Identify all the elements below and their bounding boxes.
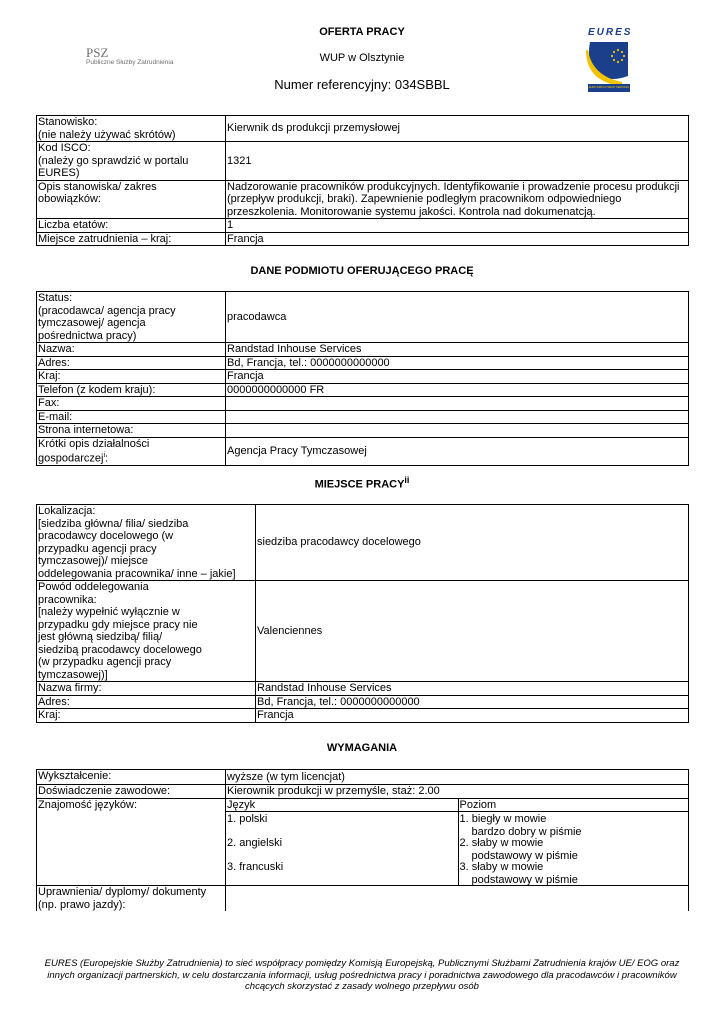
- employer-address-value: Bd, Francja, tel.: 0000000000000: [226, 356, 689, 370]
- employer-website-value: [226, 424, 689, 438]
- table-row: [37, 505, 689, 581]
- table-row: [37, 370, 689, 384]
- psz-logo-abbr: PSZ: [86, 45, 109, 60]
- table-row: [37, 116, 689, 142]
- job-description-value: Nadzorowanie pracowników produkcyjnych. Identyfikowanie i prowadzenie procesu produkcji (przepływ produkcji, braki). Zapewnienie podległym pracownikom odpowiedniego przeszkolenia. Monitorowanie systemu jakości. Kontrola nad dokumenatcją.: [226, 180, 689, 219]
- table-row: [37, 356, 689, 370]
- table-row: [37, 682, 689, 696]
- company-address-label: Adres:: [37, 695, 256, 709]
- languages-list: [226, 812, 458, 886]
- level-3: 3. słaby w mowie podstawowy w piśmie: [459, 861, 578, 885]
- table-row: [37, 232, 689, 246]
- delegation-reason-value: Valenciennes: [256, 581, 689, 682]
- table-row: [37, 437, 689, 466]
- employer-activity-value: Agencja Pracy Tymczasowej: [226, 437, 689, 466]
- levels-list: [458, 812, 689, 886]
- employer-phone-label: Telefon (z kodem kraju):: [37, 383, 226, 397]
- table-row: [37, 142, 689, 181]
- languages-label: Znajomość języków:: [37, 798, 226, 886]
- position-title-value: Kierwnik ds produkcji przemysłowej: [226, 116, 689, 142]
- page-title: OFERTA PRACY: [319, 26, 405, 38]
- employer-status-value: pracodawca: [226, 292, 689, 343]
- company-name-value: Randstad Inhouse Services: [256, 682, 689, 696]
- employer-email-label: E-mail:: [37, 410, 226, 424]
- position-title-label: Stanowisko: (nie należy używać skrótów): [37, 116, 226, 142]
- table-row: [37, 219, 689, 233]
- employer-section-title: DANE PODMIOTU OFERUJĄCEGO PRACĘ: [250, 265, 474, 277]
- reference-number: Numer referencyjny: 034SBBL: [274, 77, 450, 92]
- licenses-value: [226, 886, 689, 912]
- education-value: wyższe (w tym licencjat): [226, 770, 689, 785]
- table-row: [37, 292, 689, 343]
- delegation-reason-label: Powód oddelegowania pracownika: [należy wypełnić wyłącznie w przypadku gdy miejsce pracy nie jest główną siedzibą/ filią/ siedzibą pracodawcy docelowego (w przypadku agencji pracy tymczasowej)]: [37, 581, 256, 682]
- employer-table: [36, 291, 689, 466]
- employer-phone-value: 0000000000000 FR: [226, 383, 689, 397]
- experience-label: Doświadczenie zawodowe:: [37, 785, 226, 799]
- eures-logo: [582, 24, 636, 94]
- table-row: [37, 785, 689, 799]
- psz-logo-text: Publiczne Służby Zatrudnienia: [86, 59, 174, 66]
- table-row: [37, 709, 689, 723]
- licenses-label: Uprawnienia/ dyplomy/ dokumenty (np. prawo jazdy):: [37, 886, 226, 912]
- table-row: [37, 397, 689, 411]
- level-column-header: Poziom: [458, 799, 689, 812]
- education-label: Wykształcenie:: [37, 770, 226, 785]
- company-address-value: Bd, Francja, tel.: 0000000000000: [256, 695, 689, 709]
- location-value: siedziba pracodawcy docelowego: [256, 505, 689, 581]
- employer-name-label: Nazwa:: [37, 343, 226, 357]
- table-row: [37, 180, 689, 219]
- company-country-value: Francja: [256, 709, 689, 723]
- table-row: [37, 581, 689, 682]
- company-name-label: Nazwa firmy:: [37, 682, 256, 696]
- employer-country-value: Francja: [226, 370, 689, 384]
- table-row: [37, 343, 689, 357]
- positions-count-value: 1: [226, 219, 689, 233]
- language-column-header: Język: [226, 799, 458, 812]
- table-row: [37, 886, 689, 912]
- level-2: 2. słaby w mowie podstawowy w piśmie: [459, 837, 578, 862]
- positions-count-label: Liczba etatów:: [37, 219, 226, 233]
- table-row: [37, 383, 689, 397]
- position-table: [36, 115, 689, 246]
- table-row: [37, 410, 689, 424]
- table-row: [226, 799, 689, 812]
- employer-website-label: Strona internetowa:: [37, 424, 226, 438]
- language-2: 2. angielski: [227, 837, 283, 849]
- employment-country-label: Miejsce zatrudnienia – kraj:: [37, 232, 226, 246]
- requirements-section-title: WYMAGANIA: [326, 742, 398, 754]
- table-row: [37, 770, 689, 785]
- table-row: [37, 798, 689, 886]
- employer-status-label: Status: (pracodawca/ agencja pracy tymczasowej/ agencja pośrednictwa pracy): [37, 292, 226, 343]
- level-1: 1. biegły w mowie bardzo dobry w piśmie: [459, 813, 582, 838]
- employer-email-value: [226, 410, 689, 424]
- table-row: [37, 424, 689, 438]
- languages-cell: [226, 798, 689, 886]
- employer-address-label: Adres:: [37, 356, 226, 370]
- isco-code-value: 1321: [226, 142, 689, 181]
- office-name: WUP w Olsztynie: [319, 52, 405, 64]
- table-row: [226, 812, 689, 886]
- job-description-label: Opis stanowiska/ zakres obowiązków:: [37, 180, 226, 219]
- workplace-table: [36, 504, 689, 723]
- company-country-label: Kraj:: [37, 709, 256, 723]
- workplace-section-title: MIEJSCE PRACY$^{ii}$: [314, 475, 410, 491]
- svg-text:EURES: EURES: [588, 27, 633, 38]
- requirements-table: [36, 769, 689, 911]
- footer-note: EURES (Europejskie Służby Zatrudnienia) to sieć współpracy pomiędzy Komisją Europejską, Publicznymi Służbami Zatrudnienia krajów UE/ EOG oraz innych organizacji partnerskich, w celu dostarczania informacji, usług pośrednictwa pracy i poradnictwa zawodowego dla pracodawców i pracowników chcących skorzystać z zasady wolnego przepływu osób: [44, 958, 680, 992]
- isco-code-label: Kod ISCO: (należy go sprawdzić w portalu EURES): [37, 142, 226, 181]
- employer-activity-label: Krótki opis działalności gospodarczej$^i$:: [37, 437, 226, 466]
- employer-fax-label: Fax:: [37, 397, 226, 411]
- experience-value: Kierownik produkcji w przemyśle, staż: 2.00: [226, 785, 689, 799]
- location-label: Lokalizacja: [siedziba główna/ filia/ siedziba pracodawcy docelowego (w przypadku agencji pracy tymczasowej)/ miejsce oddelegowania pracownika/ inne – jakie]: [37, 505, 256, 581]
- employer-country-label: Kraj:: [37, 370, 226, 384]
- employment-country-value: Francja: [226, 232, 689, 246]
- employer-fax-value: [226, 397, 689, 411]
- language-3: 3. francuski: [227, 861, 284, 873]
- languages-table: [226, 799, 689, 886]
- eures-logo-caption: EURO EMPLOYMENT SERVICES: [588, 86, 630, 89]
- employer-name-value: Randstad Inhouse Services: [226, 343, 689, 357]
- language-1: 1. polski: [227, 813, 268, 825]
- table-row: [37, 695, 689, 709]
